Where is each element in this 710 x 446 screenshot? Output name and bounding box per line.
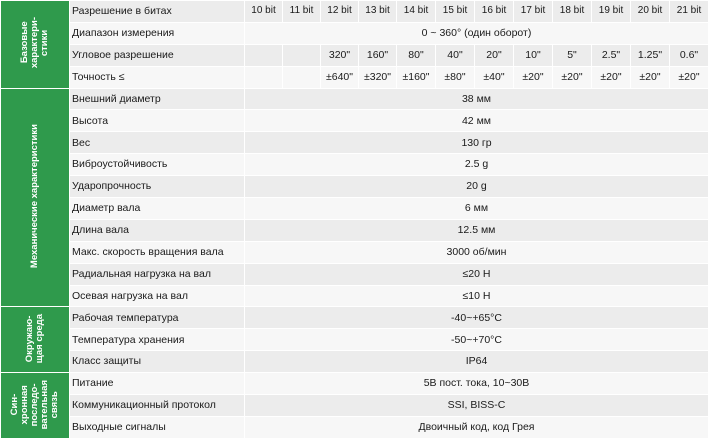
table-row [1, 351, 709, 373]
param-value: 12.5 мм [245, 219, 709, 241]
param-value: 2.5 g [245, 154, 709, 176]
angular-value: 40" [436, 44, 475, 66]
param-value: IP64 [245, 351, 709, 373]
param-label: Питание [70, 373, 245, 395]
group-label-sync: Син- хронная последо- вательная связь [1, 373, 70, 439]
param-value: -40~+65°C [245, 307, 709, 329]
angular-value: 2.5" [592, 44, 631, 66]
angular-value: 0.6" [670, 44, 709, 66]
accuracy-value: ±20" [592, 66, 631, 88]
table-row [1, 154, 709, 176]
param-label: Точность ≤ [70, 66, 245, 88]
table-row [1, 285, 709, 307]
accuracy-value: ±640" [321, 66, 359, 88]
bit-cell: 17 bit [514, 1, 553, 23]
accuracy-value: ±20" [670, 66, 709, 88]
param-value: 6 мм [245, 198, 709, 220]
group-label-mechanical: Механические характеристики [1, 88, 70, 307]
empty-diagonal-cell [283, 44, 321, 66]
param-value: 42 мм [245, 110, 709, 132]
bit-cell: 14 bit [397, 1, 436, 23]
param-label: Диаметр вала [70, 198, 245, 220]
table-row [1, 373, 709, 395]
bit-cell: 21 bit [670, 1, 709, 23]
table-row [1, 219, 709, 241]
param-value: ≤20 Н [245, 263, 709, 285]
accuracy-value: ±80" [436, 66, 475, 88]
param-label: Диапазон измерения [70, 22, 245, 44]
bit-cell: 11 bit [283, 1, 321, 23]
table-row [1, 241, 709, 263]
accuracy-value: ±160" [397, 66, 436, 88]
table-row [1, 395, 709, 417]
bit-cell: 15 bit [436, 1, 475, 23]
table-row [1, 66, 709, 88]
param-label: Класс защиты [70, 351, 245, 373]
table-row [1, 263, 709, 285]
param-label: Угловое разрешение [70, 44, 245, 66]
table-row [1, 307, 709, 329]
param-label: Разрешение в битах [70, 1, 245, 23]
param-value: 130 гр [245, 132, 709, 154]
bit-cell: 20 bit [631, 1, 670, 23]
param-value: 38 мм [245, 88, 709, 110]
param-label: Длина вала [70, 219, 245, 241]
table-row [1, 132, 709, 154]
param-label: Макс. скорость вращения вала [70, 241, 245, 263]
bit-cell: 10 bit [245, 1, 283, 23]
param-label: Рабочая температура [70, 307, 245, 329]
table-row [1, 329, 709, 351]
table-row [1, 198, 709, 220]
angular-value: 160" [359, 44, 397, 66]
empty-diagonal-cell [245, 66, 283, 88]
bit-cell: 13 bit [359, 1, 397, 23]
param-value: -50~+70°C [245, 329, 709, 351]
param-label: Высота [70, 110, 245, 132]
bit-cell: 16 bit [475, 1, 514, 23]
param-label: Радиальная нагрузка на вал [70, 263, 245, 285]
accuracy-value: ±320" [359, 66, 397, 88]
param-label: Коммуникационный протокол [70, 395, 245, 417]
group-label-basic: Базовые характери- стики [1, 1, 70, 89]
accuracy-value: ±40" [475, 66, 514, 88]
bit-cell: 18 bit [553, 1, 592, 23]
bit-cell: 12 bit [321, 1, 359, 23]
angular-value: 320" [321, 44, 359, 66]
param-value: 0 ~ 360° (один оборот) [245, 22, 709, 44]
param-label: Внешний диаметр [70, 88, 245, 110]
param-value: 3000 об/мин [245, 241, 709, 263]
table-row [1, 176, 709, 198]
param-label: Выходные сигналы [70, 416, 245, 438]
param-label: Температура хранения [70, 329, 245, 351]
angular-value: 80" [397, 44, 436, 66]
angular-value: 1.25" [631, 44, 670, 66]
param-value: 20 g [245, 176, 709, 198]
param-label: Осевая нагрузка на вал [70, 285, 245, 307]
param-value: SSI, BISS-C [245, 395, 709, 417]
angular-value: 10" [514, 44, 553, 66]
group-label-environment: Окружаю- щая среда [1, 307, 70, 373]
empty-diagonal-cell [245, 44, 283, 66]
param-value: Двоичный код, код Грея [245, 416, 709, 438]
table-row [1, 44, 709, 66]
param-value: ≤10 Н [245, 285, 709, 307]
table-row [1, 416, 709, 438]
accuracy-value: ±20" [553, 66, 592, 88]
table-row [1, 110, 709, 132]
param-label: Ударопрочность [70, 176, 245, 198]
bit-cell: 19 bit [592, 1, 631, 23]
table-row [1, 88, 709, 110]
param-label: Виброустойчивость [70, 154, 245, 176]
angular-value: 20" [475, 44, 514, 66]
angular-value: 5" [553, 44, 592, 66]
table-row [1, 1, 709, 23]
accuracy-value: ±20" [631, 66, 670, 88]
empty-diagonal-cell [283, 66, 321, 88]
accuracy-value: ±20" [514, 66, 553, 88]
table-row [1, 22, 709, 44]
param-value: 5В пост. тока, 10~30В [245, 373, 709, 395]
param-label: Вес [70, 132, 245, 154]
